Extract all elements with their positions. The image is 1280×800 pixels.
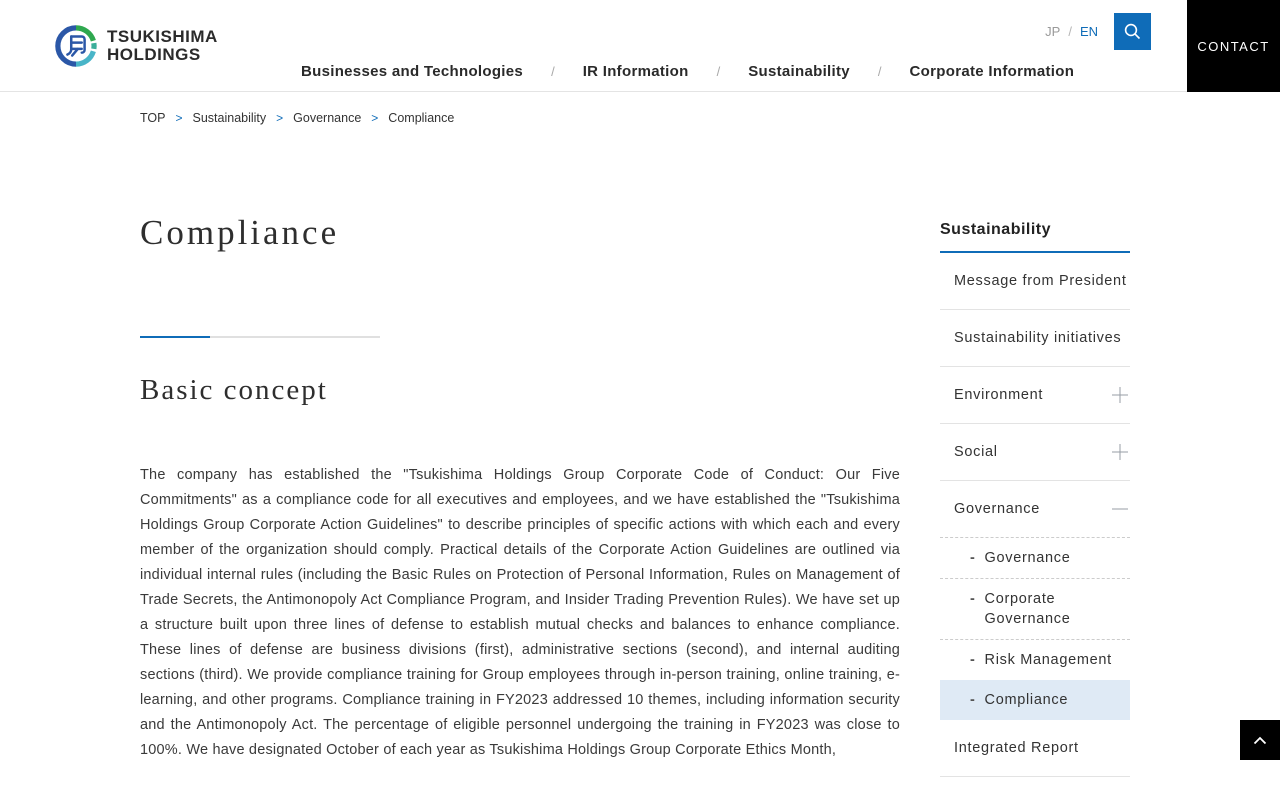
sidebar-title: Sustainability — [940, 221, 1130, 253]
subitem-dash: - — [970, 692, 976, 708]
subitem-dash: - — [970, 550, 976, 566]
lang-en-link[interactable]: EN — [1079, 24, 1098, 39]
sidebar-subitem-risk-management[interactable] — [940, 640, 1130, 680]
main-nav — [301, 63, 1074, 80]
subitem-label: Risk Management — [984, 652, 1112, 668]
nav-separator: / — [716, 64, 721, 79]
sidebar-subitem-corporate-governance[interactable] — [940, 579, 1130, 640]
subitem-label: Compliance — [984, 692, 1069, 708]
breadcrumb-separator: > — [276, 111, 284, 125]
subitem-label: Governance — [984, 550, 1071, 566]
subitem-dash: - — [970, 591, 976, 607]
breadcrumb-top[interactable]: TOP — [140, 111, 166, 125]
main-column — [140, 125, 900, 763]
breadcrumb-governance[interactable]: Governance — [293, 111, 362, 125]
subitem-label: Corporate Governance — [984, 591, 1071, 627]
breadcrumb-separator: > — [371, 111, 379, 125]
sidebar-item-label: Social — [954, 444, 998, 460]
subitem-dash: - — [970, 652, 976, 668]
language-switcher — [1045, 24, 1098, 39]
nav-sustainability[interactable]: Sustainability — [748, 63, 850, 80]
breadcrumb-current: Compliance — [388, 111, 455, 125]
sidebar-item-label: Environment — [954, 387, 1044, 403]
minus-icon[interactable] — [1112, 501, 1128, 517]
chevron-up-icon — [1253, 736, 1267, 745]
nav-separator: / — [877, 64, 882, 79]
sidebar-subitem-governance[interactable] — [940, 538, 1130, 579]
logo-ring-icon — [55, 25, 97, 67]
search-icon — [1123, 22, 1142, 41]
sidebar-subitem-compliance-active[interactable] — [940, 680, 1130, 720]
site-header — [0, 0, 1280, 92]
page-title: Compliance — [140, 213, 340, 252]
search-button[interactable] — [1114, 13, 1151, 50]
sidebar-item-label: Governance — [954, 501, 1040, 517]
breadcrumb-sustainability[interactable]: Sustainability — [192, 111, 267, 125]
sidebar-item-social[interactable] — [940, 424, 1130, 481]
sidebar-item-label: Sustainability initiatives — [954, 330, 1122, 346]
breadcrumb-separator: > — [175, 111, 183, 125]
sidebar-item-environment[interactable] — [940, 367, 1130, 424]
nav-ir-information[interactable]: IR Information — [582, 63, 689, 80]
nav-businesses-and-technologies[interactable]: Businesses and Technologies — [301, 63, 524, 80]
sidebar-item-integrated-report[interactable] — [940, 720, 1130, 777]
contact-button[interactable]: CONTACT — [1187, 0, 1280, 92]
logo-text: TSUKISHIMA HOLDINGS — [107, 27, 218, 64]
sidebar-item-sustainability-initiatives[interactable] — [940, 310, 1130, 367]
nav-corporate-information[interactable]: Corporate Information — [909, 63, 1075, 80]
lang-jp-link[interactable]: JP — [1045, 24, 1061, 39]
site-logo[interactable] — [55, 25, 218, 67]
sidebar-item-governance[interactable] — [940, 481, 1130, 538]
sidebar-item-label: Message from President — [954, 273, 1127, 289]
lang-divider: / — [1068, 24, 1072, 39]
breadcrumb — [140, 111, 1280, 125]
lang-and-search — [1045, 13, 1151, 50]
title-divider — [140, 336, 380, 338]
plus-icon[interactable] — [1112, 444, 1128, 460]
back-to-top-button[interactable] — [1240, 720, 1280, 760]
body-paragraph: The company has established the "Tsukishima Holdings Group Corporate Code of Conduct: Our Five Commitments" as a compliance code for all executives and employees, and we have established the "Tsukishima Holdings Group Corporate Action Guidelines" to describe principles of specific actions with which each and every member of the organization should comply. Practical details of the Corporate Action Guidelines are outlined via individual internal rules (including the Basic Rules on Protection of Personal Information, Rules on Management of Trade Secrets, the Antimonopoly Act Compliance Program, and Insider Trading Prevention Rules). We have set up a structure built upon three lines of defense to establish mutual checks and balances to enhance compliance. These lines of defense are business divisions (first), administrative sections (second), and internal auditing sections (third). We provide compliance training for Group employees through in-person training, online training, e-learning, and other programs. Compliance training in FY2023 addressed 10 themes, including information security and the Antimonopoly Act. The percentage of eligible personnel undergoing the training in FY2023 was close to 100%. We have designated October of each year as Tsukishima Holdings Group Corporate Ethics Month, — [140, 467, 900, 758]
plus-icon[interactable] — [1112, 387, 1128, 403]
page-content — [0, 125, 1280, 777]
sidebar-item-message-from-president[interactable] — [940, 253, 1130, 310]
section-title: Basic concept — [140, 374, 328, 406]
sustainability-sidebar — [940, 221, 1130, 777]
nav-separator: / — [551, 64, 555, 79]
sidebar-item-label: Integrated Report — [954, 740, 1079, 756]
